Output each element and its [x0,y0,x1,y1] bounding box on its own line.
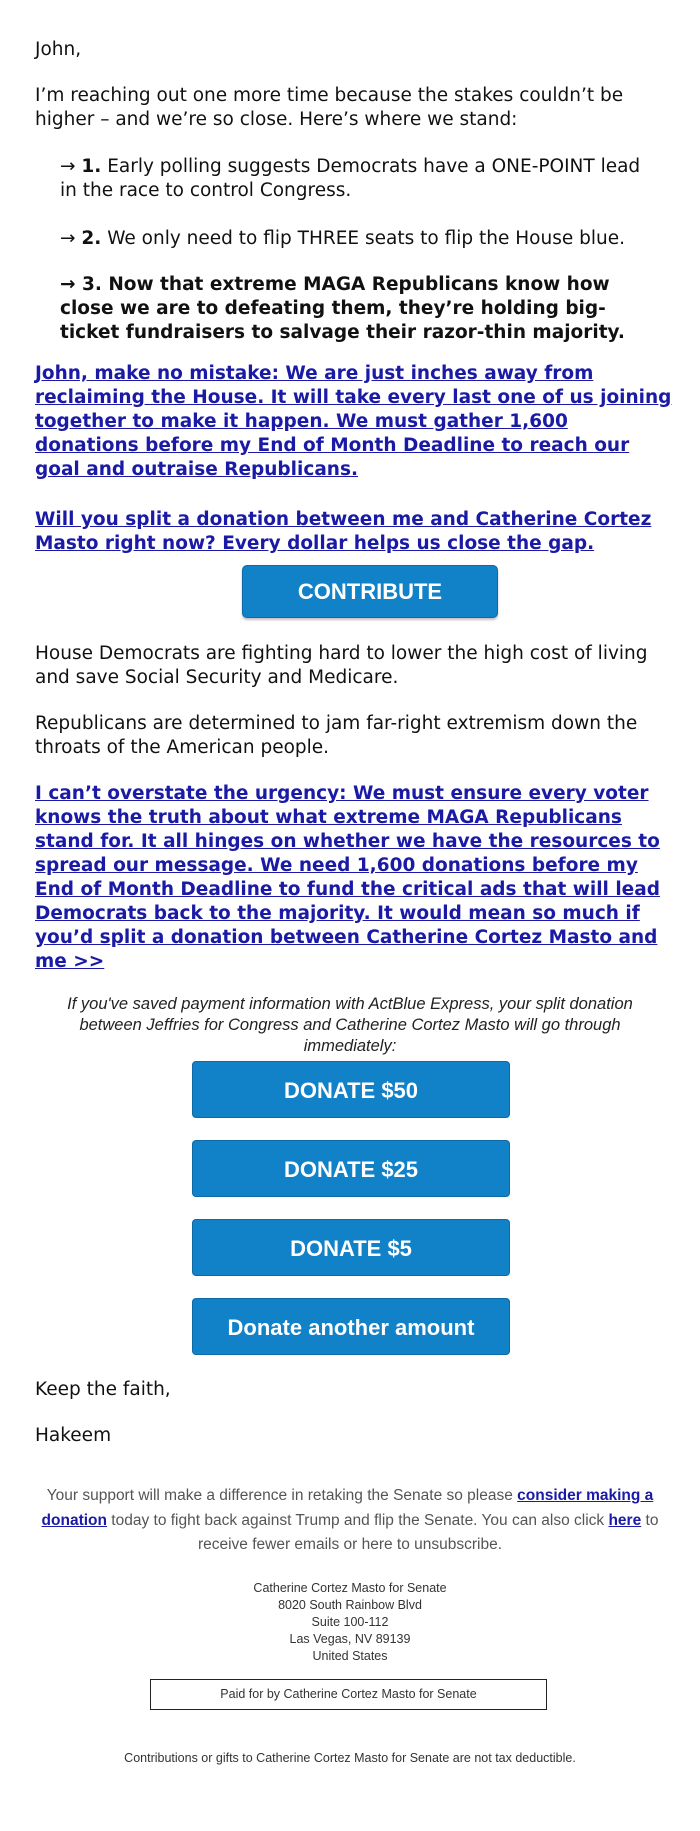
address-line: 8020 South Rainbow Blvd [278,1598,422,1612]
donate-link-3[interactable]: I can’t overstate the urgency: We must ensure every voter knows the truth about what extreme MAGA Republicans stand for. It all hinges on whether we have the resources to spread our message. We need 1,600 donations before my End of Month Deadline to fund the critical ads that will lead Democrats back to the majority. It would mean so much if you’d split a donation between Catherine Cortez Masto and me >> [35,783,660,972]
donate-other-amount-button[interactable]: Donate another amount [192,1298,510,1355]
address-line: Catherine Cortez Masto for Senate [253,1581,447,1595]
signature: Hakeem [35,1425,112,1446]
point-number: 3. [81,274,102,295]
arrow-icon: → [60,228,76,249]
consider-donation-link[interactable]: consider making a donation [41,1487,654,1529]
fewer-emails-link[interactable]: here [608,1511,642,1529]
donate-link-1[interactable]: John, make no mistake: We are just inches away from reclaiming the House. It will take every last one of us joining together to make it happen. We must gather 1,600 donations before my End of Month Deadline to reach our goal and outraise Republicans. [35,363,672,480]
greeting: John, [35,39,82,60]
donate-link-2[interactable]: Will you split a donation between me and Catherine Cortez Masto right now? Every dollar helps us close the gap. [35,509,652,554]
footer-text-part: Your support will make a difference in retaking the Senate so please [46,1487,518,1504]
paragraph-cost-of-living: House Democrats are fighting hard to lower the high cost of living and save Social Security and Medicare. [35,643,648,688]
paid-for-box: Paid for by Catherine Cortez Masto for Senate [150,1679,547,1710]
footer-text-part: to receive fewer emails or here to unsubscribe. [197,1511,659,1553]
point-number: 1. [81,156,102,177]
contribute-button[interactable]: CONTRIBUTE [242,565,498,618]
intro-paragraph: I’m reaching out one more time because the stakes couldn’t be higher – and we’re so close. Here’s where we stand: [35,85,624,130]
bullet-point-3 [60,273,660,345]
donate-25-button[interactable]: DONATE $25 [192,1140,510,1197]
signoff: Keep the faith, [35,1379,171,1400]
bullet-point-2 [60,227,660,251]
point-text: We only need to flip THREE seats to flip the House blue. [107,228,625,249]
footer-text-part: today to fight back against Trump and flip the Senate. You can also click [106,1511,609,1529]
actblue-express-note: If you've saved payment information with ActBlue Express, your split donation between Jeffries for Congress and Catherine Cortez Masto will go through immediately: [67,995,633,1055]
mailing-address [35,1580,665,1665]
address-line: Suite 100-112 [311,1615,389,1629]
tax-disclaimer: Contributions or gifts to Catherine Cortez Masto for Senate are not tax deductible. [124,1751,576,1765]
footer-text [35,1484,665,1558]
paragraph-extremism: Republicans are determined to jam far-right extremism down the throats of the American people. [35,713,638,758]
point-text: Now that extreme MAGA Republicans know how close we are to defeating them, they’re holding big-ticket fundraisers to salvage their razor-thin majority. [60,274,625,343]
address-line: Las Vegas, NV 89139 [289,1632,411,1646]
point-text: Early polling suggests Democrats have a ONE-POINT lead in the race to control Congress. [60,156,641,201]
arrow-icon: → [60,156,76,177]
arrow-icon: → [60,274,76,295]
donate-5-button[interactable]: DONATE $5 [192,1219,510,1276]
bullet-point-1 [60,155,660,203]
address-line: United States [312,1649,388,1663]
donate-50-button[interactable]: DONATE $50 [192,1061,510,1118]
point-number: 2. [81,228,102,249]
